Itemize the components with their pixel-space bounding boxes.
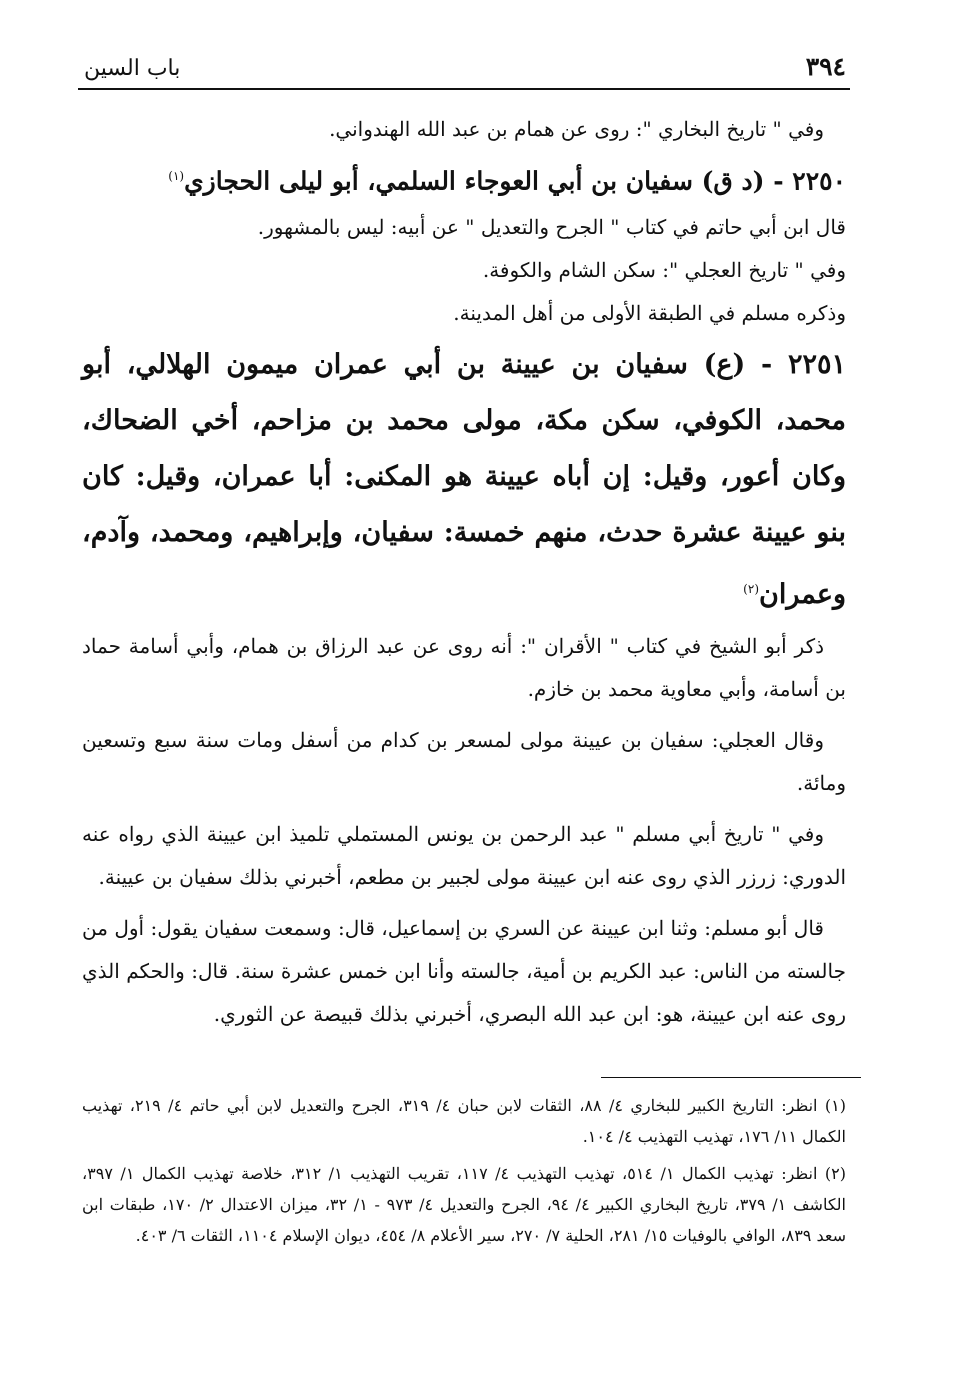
paragraph: وفي " تاريخ العجلي ": سكن الشام والكوفة.	[482, 258, 846, 283]
footnote: (٢) انظر: تهذيب الكمال ١/ ٥١٤، تهذيب التهذيب ٤/ ١١٧، تقريب التهذيب ١/ ٣١٢، خلاصة تهذيب الكمال ١/ ٣٩٧، الكاشف ١/ ٣٧٩، تاريخ البخاري الكبير ٤/ ٩٤، الجرح والتعديل ٤/ ٩٧٣ - ١/ ٣٢، ميزان الاعتدال ٢/ ١٧٠، طبقات ابن سعد ٨٣٩، الوافي بالوفيات ١٥/ ٢٨١، الحلية ٧/ ٢٧٠، سير الأعلام ٨/ ٤٥٤، ديوان الإسلام ١١٠٤، الثقات ٦/ ٤٠٣.	[82, 1164, 847, 1245]
paragraph: ذكر أبو الشيخ في كتاب " الأقران ": أنه روى عن عبد الرزاق بن همام، وأبي أسامة حماد بن أسامة، وأبي معاوية محمد بن خازم.	[82, 634, 846, 702]
paragraph: قال أبو مسلم: وثنا ابن عيينة عن السري بن إسماعيل، قال: وسمعت سفيان يقول: أول من جالسته من الناس: عبد الكريم بن أمية، جالسته وأنا ابن خمس عشرة سنة. قال: والحكم الذي روى عنه ابن عيينة، هو: ابن عبد الله البصري، أخبرني بذلك قبيصة عن الثوري.	[82, 916, 846, 1027]
footnote-ref: (١)	[168, 169, 185, 183]
main-text	[82, 108, 846, 1036]
paragraph: وذكره مسلم في الطبقة الأولى من أهل المدينة.	[453, 301, 846, 326]
entry-heading-2251	[82, 337, 846, 623]
entry-title: ٢٢٥١ - (ع) سفيان بن عيينة بن أبي عمران ميمون الهلالي، أبو محمد، الكوفي، سكن مكة، مولى محمد بن مزاحم، أخي الضحاك، وكان أعور، وقيل: إن أباه عيينة هو المكنى: أبا عمران، وقيل: كان بنو عيينة عشرة حدث، منهم خمسة: سفيان، وإبراهيم، ومحمد، وآدم، وعمران	[82, 349, 846, 611]
page-header	[78, 48, 850, 90]
page-number: ٣٩٤	[805, 52, 846, 81]
footnote-ref: (٢)	[743, 582, 759, 597]
paragraph: وفي " تاريخ أبي مسلم " عبد الرحمن بن يونس المستملي تلميذ ابن عيينة الذي رواه عنه الدوري: زرزر الذي روى عنه ابن عيينة مولى لجبير بن مطعم، أخبرني بذلك سفيان بن عيينة.	[82, 822, 846, 890]
entry-heading-2250	[82, 151, 846, 206]
paragraph: قال ابن أبي حاتم في كتاب " الجرح والتعديل " عن أبيه: ليس بالمشهور.	[257, 215, 846, 240]
paragraph: وقال العجلي: سفيان بن عيينة مولى لمسعر بن كدام من أسفل ومات سنة سبع وتسعين ومائة.	[82, 728, 846, 796]
footnotes	[82, 1090, 846, 1257]
footnote: (١) انظر: التاريخ الكبير للبخاري ٤/ ٨٨، الثقات لابن حبان ٤/ ٣١٩، الجرح والتعديل لابن أبي حاتم ٤/ ٢١٩، تهذيب الكمال ١١/ ١٧٦، تهذيب التهذيب ٤/ ١٠٤.	[82, 1096, 847, 1146]
paragraph: وفي " تاريخ البخاري ": روى عن همام بن عبد الله الهندواني.	[329, 117, 824, 141]
entry-title: ٢٢٥٠ - (د ق) سفيان بن أبي العوجاء السلمي، أبو ليلى الحجازي	[184, 166, 846, 196]
footnote-separator	[601, 1077, 861, 1078]
running-title: باب السين	[84, 56, 181, 81]
